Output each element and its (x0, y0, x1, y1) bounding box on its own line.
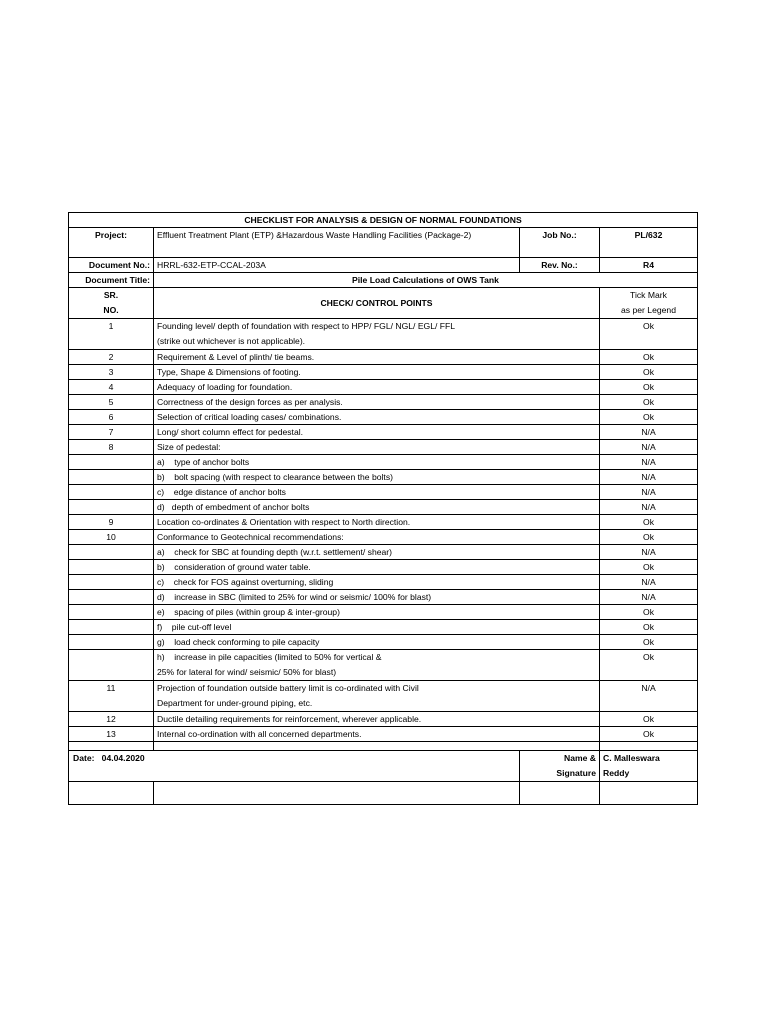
check-point-cell (154, 635, 600, 650)
name-signature-value (600, 751, 698, 782)
check-point-text: Founding level/ depth of foundation with respect to HPP/ FGL/ NGL/ EGL/ FFL (157, 321, 456, 331)
document-title-label: Document Title: (69, 273, 154, 288)
check-point-cell (154, 395, 600, 410)
name-signature-label (520, 751, 600, 782)
tick-mark-cell: Ok (600, 635, 698, 650)
checklist-row (69, 500, 698, 515)
tick-mark-cell: N/A (600, 470, 698, 485)
checklist-row (69, 365, 698, 380)
checklist-row (69, 380, 698, 395)
sr-no-cell (69, 485, 154, 500)
signer-name-line2: Reddy (603, 768, 630, 778)
tick-mark-cell: Ok (600, 712, 698, 727)
check-point-cell (154, 365, 600, 380)
project-value: Effluent Treatment Plant (ETP) &Hazardous Waste Handling Facilities (Package-2) (154, 228, 520, 258)
check-point-cell (154, 530, 600, 545)
check-point-cell (154, 425, 600, 440)
project-label: Project: (69, 228, 154, 258)
tick-mark-cell: Ok (600, 365, 698, 380)
sr-no-header-line2: NO. (103, 305, 119, 315)
check-point-cell (154, 350, 600, 365)
check-point-text: Projection of foundation outside battery limit is co-ordinated with Civil (157, 683, 419, 693)
check-point-text: b) bolt spacing (with respect to clearance between the bolts) (157, 472, 393, 482)
sr-no-cell: 10 (69, 530, 154, 545)
checklist-row (69, 485, 698, 500)
date-value: 04.04.2020 (101, 753, 145, 763)
check-point-cell (154, 620, 600, 635)
check-point-text: Conformance to Geotechnical recommendations: (157, 532, 344, 542)
check-point-cell (154, 575, 600, 590)
check-point-text: Size of pedestal: (157, 442, 221, 452)
checklist-row (69, 712, 698, 727)
checklist-title: CHECKLIST FOR ANALYSIS & DESIGN OF NORMAL FOUNDATIONS (69, 213, 698, 228)
sr-no-cell (69, 620, 154, 635)
tick-mark-cell: N/A (600, 590, 698, 605)
tick-mark-cell: N/A (600, 500, 698, 515)
check-point-cell (154, 500, 600, 515)
check-point-cell (154, 727, 600, 742)
document-no-label: Document No.: (69, 258, 154, 273)
checklist-row (69, 395, 698, 410)
sr-no-cell (69, 560, 154, 575)
date-cell (69, 751, 520, 782)
check-point-text: c) check for FOS against overturning, sliding (157, 577, 334, 587)
check-point-text: d) increase in SBC (limited to 25% for wind or seismic/ 100% for blast) (157, 592, 432, 602)
check-point-text-continued: 25% for lateral for wind/ seismic/ 50% for blast) (157, 667, 337, 677)
tick-mark-header (600, 288, 698, 319)
tick-mark-cell: Ok (600, 620, 698, 635)
sr-no-cell: 6 (69, 410, 154, 425)
check-point-text: Location co-ordinates & Orientation with respect to North direction. (157, 517, 411, 527)
sr-no-cell: 11 (69, 681, 154, 712)
sr-no-cell (69, 605, 154, 620)
checklist-row (69, 425, 698, 440)
checklist-row (69, 575, 698, 590)
check-point-cell (154, 410, 600, 425)
check-point-text: Type, Shape & Dimensions of footing. (157, 367, 301, 377)
tick-mark-cell: Ok (600, 319, 698, 350)
tick-mark-cell: Ok (600, 650, 698, 681)
check-point-cell (154, 681, 600, 712)
signature-label: Signature (556, 768, 596, 778)
check-point-text: b) consideration of ground water table. (157, 562, 311, 572)
check-point-cell (154, 560, 600, 575)
check-point-text: e) spacing of piles (within group & inter-group) (157, 607, 340, 617)
check-point-text: Internal co-ordination with all concerned departments. (157, 729, 362, 739)
sr-no-cell (69, 545, 154, 560)
tick-mark-cell: N/A (600, 425, 698, 440)
sr-no-cell (69, 455, 154, 470)
check-point-text: d) depth of embedment of anchor bolts (157, 502, 310, 512)
check-point-text: c) edge distance of anchor bolts (157, 487, 286, 497)
checklist-row (69, 350, 698, 365)
check-point-text: h) increase in pile capacities (limited to 50% for vertical & (157, 652, 382, 662)
sr-no-cell: 3 (69, 365, 154, 380)
check-point-cell (154, 605, 600, 620)
job-no-label: Job No.: (520, 228, 600, 258)
tick-mark-cell: N/A (600, 440, 698, 455)
check-point-cell (154, 440, 600, 455)
check-points-header: CHECK/ CONTROL POINTS (154, 288, 600, 319)
check-point-cell (154, 485, 600, 500)
sr-no-header-line1: SR. (103, 290, 119, 300)
tick-mark-cell: N/A (600, 545, 698, 560)
tick-mark-cell: Ok (600, 727, 698, 742)
tick-mark-cell: N/A (600, 485, 698, 500)
check-point-cell (154, 455, 600, 470)
checklist-row (69, 470, 698, 485)
check-point-cell (154, 650, 600, 681)
tick-mark-cell: Ok (600, 380, 698, 395)
checklist-table (68, 212, 698, 805)
checklist-row (69, 727, 698, 742)
checklist-row (69, 620, 698, 635)
check-point-text: Requirement & Level of plinth/ tie beams. (157, 352, 315, 362)
checklist-row (69, 560, 698, 575)
rev-no-label: Rev. No.: (520, 258, 600, 273)
rev-no-value: R4 (600, 258, 698, 273)
check-point-text: f) pile cut-off level (157, 622, 232, 632)
checklist-row (69, 605, 698, 620)
check-point-text: Adequacy of loading for foundation. (157, 382, 293, 392)
checklist-row (69, 319, 698, 350)
check-point-text: Long/ short column effect for pedestal. (157, 427, 304, 437)
check-point-cell (154, 590, 600, 605)
sr-no-cell (69, 470, 154, 485)
spacer-row (69, 742, 698, 751)
check-point-cell (154, 470, 600, 485)
sr-no-cell: 9 (69, 515, 154, 530)
sr-no-cell: 1 (69, 319, 154, 350)
check-point-text: g) load check conforming to pile capacity (157, 637, 320, 647)
checklist-row (69, 455, 698, 470)
check-point-text-continued: (strike out whichever is not applicable). (157, 336, 306, 346)
job-no-value: PL/632 (600, 228, 698, 258)
checklist-row (69, 530, 698, 545)
checklist-row (69, 635, 698, 650)
checklist-row (69, 410, 698, 425)
tick-mark-cell: N/A (600, 575, 698, 590)
tick-mark-cell: N/A (600, 455, 698, 470)
check-point-cell (154, 380, 600, 395)
check-point-text: a) check for SBC at founding depth (w.r.t. settlement/ shear) (157, 547, 393, 557)
tick-mark-cell: N/A (600, 681, 698, 712)
check-point-text: Ductile detailing requirements for reinforcement, wherever applicable. (157, 714, 422, 724)
sr-no-cell: 4 (69, 380, 154, 395)
sr-no-header (69, 288, 154, 319)
name-label: Name & (564, 753, 596, 763)
tick-mark-cell: Ok (600, 560, 698, 575)
check-point-text: a) type of anchor bolts (157, 457, 250, 467)
sr-no-cell (69, 575, 154, 590)
sr-no-cell: 12 (69, 712, 154, 727)
checklist-row (69, 681, 698, 712)
tick-mark-header-line2: as per Legend (621, 305, 676, 315)
sr-no-cell: 13 (69, 727, 154, 742)
check-point-text: Correctness of the design forces as per analysis. (157, 397, 343, 407)
document-title-value: Pile Load Calculations of OWS Tank (154, 273, 698, 288)
signer-name-line1: C. Malleswara (603, 753, 660, 763)
tick-mark-cell: Ok (600, 410, 698, 425)
sr-no-cell: 8 (69, 440, 154, 455)
sr-no-cell: 5 (69, 395, 154, 410)
tick-mark-cell: Ok (600, 605, 698, 620)
tick-mark-header-line1: Tick Mark (630, 290, 667, 300)
sr-no-cell: 7 (69, 425, 154, 440)
sr-no-cell (69, 635, 154, 650)
document-no-value: HRRL-632-ETP-CCAL-203A (154, 258, 520, 273)
check-point-text: Selection of critical loading cases/ combinations. (157, 412, 342, 422)
tick-mark-cell: Ok (600, 395, 698, 410)
check-point-cell (154, 712, 600, 727)
checklist-row (69, 440, 698, 455)
check-point-cell (154, 545, 600, 560)
checklist-row (69, 515, 698, 530)
check-point-cell (154, 319, 600, 350)
check-point-text-continued: Department for under-ground piping, etc. (157, 698, 313, 708)
checklist-row (69, 545, 698, 560)
date-label: Date: (73, 753, 95, 763)
check-point-cell (154, 515, 600, 530)
sr-no-cell (69, 590, 154, 605)
checklist-row (69, 590, 698, 605)
sr-no-cell (69, 650, 154, 681)
sr-no-cell: 2 (69, 350, 154, 365)
tick-mark-cell: Ok (600, 350, 698, 365)
tick-mark-cell: Ok (600, 515, 698, 530)
sr-no-cell (69, 500, 154, 515)
checklist-row (69, 650, 698, 681)
signature-blank-row (69, 782, 698, 805)
tick-mark-cell: Ok (600, 530, 698, 545)
